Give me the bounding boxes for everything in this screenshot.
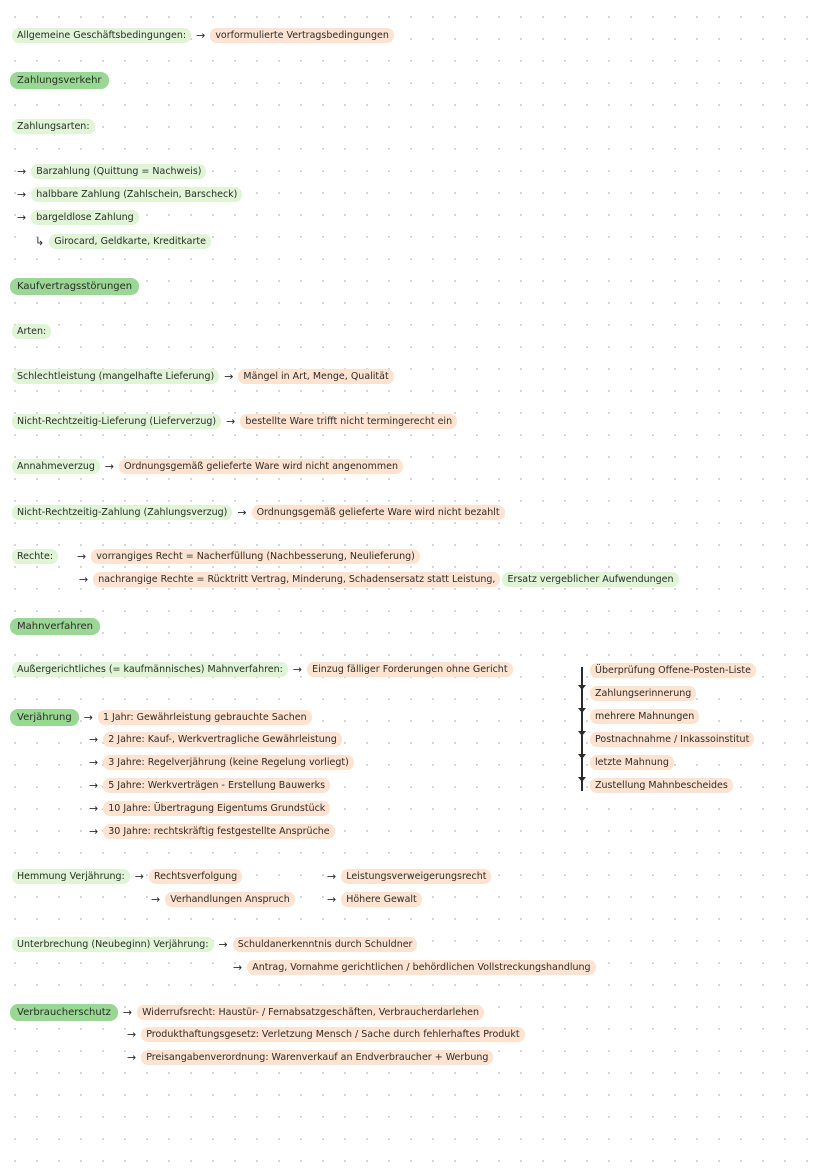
rechte-row — [12, 549, 420, 564]
arrow-icon: → — [89, 756, 99, 769]
arrow-icon: → — [122, 1006, 133, 1019]
arrow-icon: → — [89, 825, 99, 838]
zahlungsart-item — [12, 187, 242, 202]
hemmung-row — [12, 869, 242, 884]
arrow-icon: → — [89, 802, 99, 815]
stoerung-row — [12, 369, 394, 384]
stoerung-term: Schlechtleistung (mangelhafte Lieferung) — [12, 369, 219, 384]
unterbrechung-label: Unterbrechung (Neubeginn) Verjährung: — [12, 937, 214, 952]
item-text: halbbare Zahlung (Zahlschein, Barscheck) — [31, 187, 242, 202]
zahlungsart-item — [12, 210, 139, 225]
stoerung-definition: Ordnungsgemäß gelieferte Ware wird nicht bezahlt — [252, 505, 505, 520]
flow-step: Zahlungserinnerung — [590, 686, 696, 701]
verjaehrung-label: Verjährung — [10, 709, 79, 726]
verjaehrung-item: 1 Jahr: Gewährleistung gebrauchte Sachen — [98, 710, 312, 725]
verjaehrung-item: 5 Jahre: Werkverträgen - Erstellung Bauwerks — [103, 778, 330, 793]
zahlungsverkehr-heading — [10, 72, 109, 89]
arrow-icon: → — [224, 370, 234, 383]
item-text: bargeldlose Zahlung — [31, 210, 138, 225]
verjaehrung-item: 10 Jahre: Übertragung Eigentums Grundstück — [103, 801, 330, 816]
hemmung-row — [322, 869, 491, 884]
zahlungsart-sub — [30, 234, 211, 249]
flow-step: letzte Mahnung — [590, 755, 674, 770]
ausser-row — [12, 662, 513, 677]
hemmung-item: Verhandlungen Anspruch — [165, 892, 295, 907]
unterbrechung-row — [228, 960, 596, 975]
verjaehrung-row — [84, 801, 330, 816]
rechte-label: Rechte: — [12, 549, 58, 564]
section-heading: Zahlungsverkehr — [10, 72, 109, 89]
arrow-icon: → — [292, 663, 303, 676]
label: Arten: — [12, 324, 51, 339]
rechte-row — [74, 572, 679, 587]
arrow-icon: → — [134, 870, 144, 883]
hemmung-item: Höhere Gewalt — [341, 892, 422, 907]
stoerung-term: Nicht-Rechtzeitig-Zahlung (Zahlungsverzug) — [12, 505, 232, 520]
arrow-icon: → — [17, 188, 27, 201]
arrow-icon: → — [151, 893, 161, 906]
verjaehrung-row — [84, 755, 354, 770]
flow-arrow-icon — [578, 754, 586, 759]
arrow-icon: → — [104, 460, 115, 473]
flow-step: mehrere Mahnungen — [590, 709, 699, 724]
verjaehrung-row — [84, 824, 335, 839]
verjaehrung-item: 3 Jahre: Regelverjährung (keine Regelung vorliegt) — [103, 755, 354, 770]
agb-term: Allgemeine Geschäftsbedingungen: — [12, 28, 191, 43]
verbraucherschutz-item: Widerrufsrecht: Haustür- / Fernabsatzgeschäften, Verbraucherdarlehen — [137, 1005, 484, 1020]
arrow-icon: → — [218, 938, 228, 951]
stoerung-definition: Ordnungsgemäß gelieferte Ware wird nicht angenommen — [119, 459, 403, 474]
mahnverfahren-heading — [10, 618, 100, 635]
flow-arrow-icon — [578, 708, 586, 713]
label: Zahlungsarten: — [12, 119, 95, 134]
recht-text: vorrangiges Recht = Nacherfüllung (Nachbesserung, Neulieferung) — [91, 549, 420, 564]
hemmung-label: Hemmung Verjährung: — [12, 869, 130, 884]
arrow-icon: → — [77, 550, 87, 563]
flow-step: Zustellung Mahnbescheides — [590, 778, 733, 793]
verbraucherschutz-item: Preisangabenverordnung: Warenverkauf an Endverbraucher + Werbung — [141, 1050, 493, 1065]
arrow-icon: → — [196, 29, 206, 42]
flow-step: Überprüfung Offene-Posten-Liste — [590, 663, 756, 678]
arrow-icon: → — [233, 961, 243, 974]
flow-arrow-icon — [578, 685, 586, 690]
arrow-icon: → — [83, 711, 93, 724]
verbraucherschutz-item: Produkthaftungsgesetz: Verletzung Mensch / Sache durch fehlerhaftes Produkt — [141, 1027, 524, 1042]
arrow-icon: → — [17, 165, 27, 178]
ausser-term: Außergerichtliches (= kaufmännisches) Mahnverfahren: — [12, 662, 288, 677]
unterbrechung-row — [12, 937, 417, 952]
arrow-icon: → — [327, 893, 337, 906]
stoerung-row — [12, 414, 457, 429]
item-text: Girocard, Geldkarte, Kreditkarte — [49, 234, 211, 249]
flow-step: Postnachnahme / Inkassoinstitut — [590, 732, 754, 747]
arrow-icon: → — [89, 733, 99, 746]
arten-label — [12, 324, 51, 339]
stoerung-term: Nicht-Rechtzeitig-Lieferung (Lieferverzug) — [12, 414, 221, 429]
verjaehrung-item: 30 Jahre: rechtskräftig festgestellte Ansprüche — [103, 824, 334, 839]
verjaehrung-row — [84, 778, 330, 793]
return-arrow-icon: ↳ — [35, 235, 45, 248]
flow-arrow-icon — [578, 777, 586, 782]
verbraucherschutz-row — [122, 1050, 493, 1065]
verjaehrung-row — [84, 732, 342, 747]
agb-definition: vorformulierte Vertragsbedingungen — [210, 28, 394, 43]
arrow-icon: → — [127, 1051, 137, 1064]
arrow-icon: → — [327, 870, 337, 883]
verbraucherschutz-row — [10, 1004, 484, 1021]
stoerung-row — [12, 459, 403, 474]
item-text: Barzahlung (Quittung = Nachweis) — [31, 164, 206, 179]
stoerung-definition: Mängel in Art, Menge, Qualität — [238, 369, 393, 384]
hemmung-item: Leistungsverweigerungsrecht — [341, 869, 491, 884]
hemmung-row — [322, 892, 422, 907]
verbraucherschutz-row — [122, 1027, 525, 1042]
ausser-definition: Einzug fälliger Forderungen ohne Gericht — [307, 662, 512, 677]
hemmung-item: Rechtsverfolgung — [149, 869, 242, 884]
hemmung-row — [146, 892, 295, 907]
unterbrechung-item: Schuldanerkenntnis durch Schuldner — [233, 937, 418, 952]
arrow-icon: → — [226, 415, 236, 428]
arrow-icon: → — [89, 779, 99, 792]
stoerung-term: Annahmeverzug — [12, 459, 100, 474]
kaufvertrag-heading — [10, 278, 139, 295]
verbraucherschutz-label: Verbraucherschutz — [10, 1004, 118, 1021]
stoerung-row — [12, 505, 505, 520]
arrow-icon: → — [237, 506, 247, 519]
zahlungsarten-label — [12, 119, 95, 134]
flow-arrow-icon — [578, 731, 586, 736]
agb-row — [12, 28, 394, 43]
section-heading: Kaufvertragsstörungen — [10, 278, 139, 295]
stoerung-definition: bestellte Ware trifft nicht termingerecht ein — [240, 414, 457, 429]
arrow-icon: → — [17, 211, 27, 224]
arrow-icon: → — [127, 1028, 137, 1041]
verjaehrung-row — [10, 709, 312, 726]
recht-text: nachrangige Rechte = Rücktritt Vertrag, Minderung, Schadensersatz statt Leistung, — [93, 572, 500, 587]
section-heading: Mahnverfahren — [10, 618, 100, 635]
unterbrechung-item: Antrag, Vornahme gerichtlichen / behördlichen Vollstreckungshandlung — [247, 960, 595, 975]
zahlungsart-item — [12, 164, 206, 179]
recht-extra: Ersatz vergeblicher Aufwendungen — [502, 572, 678, 587]
arrow-icon: → — [79, 573, 89, 586]
verjaehrung-item: 2 Jahre: Kauf-, Werkvertragliche Gewährleistung — [103, 732, 342, 747]
